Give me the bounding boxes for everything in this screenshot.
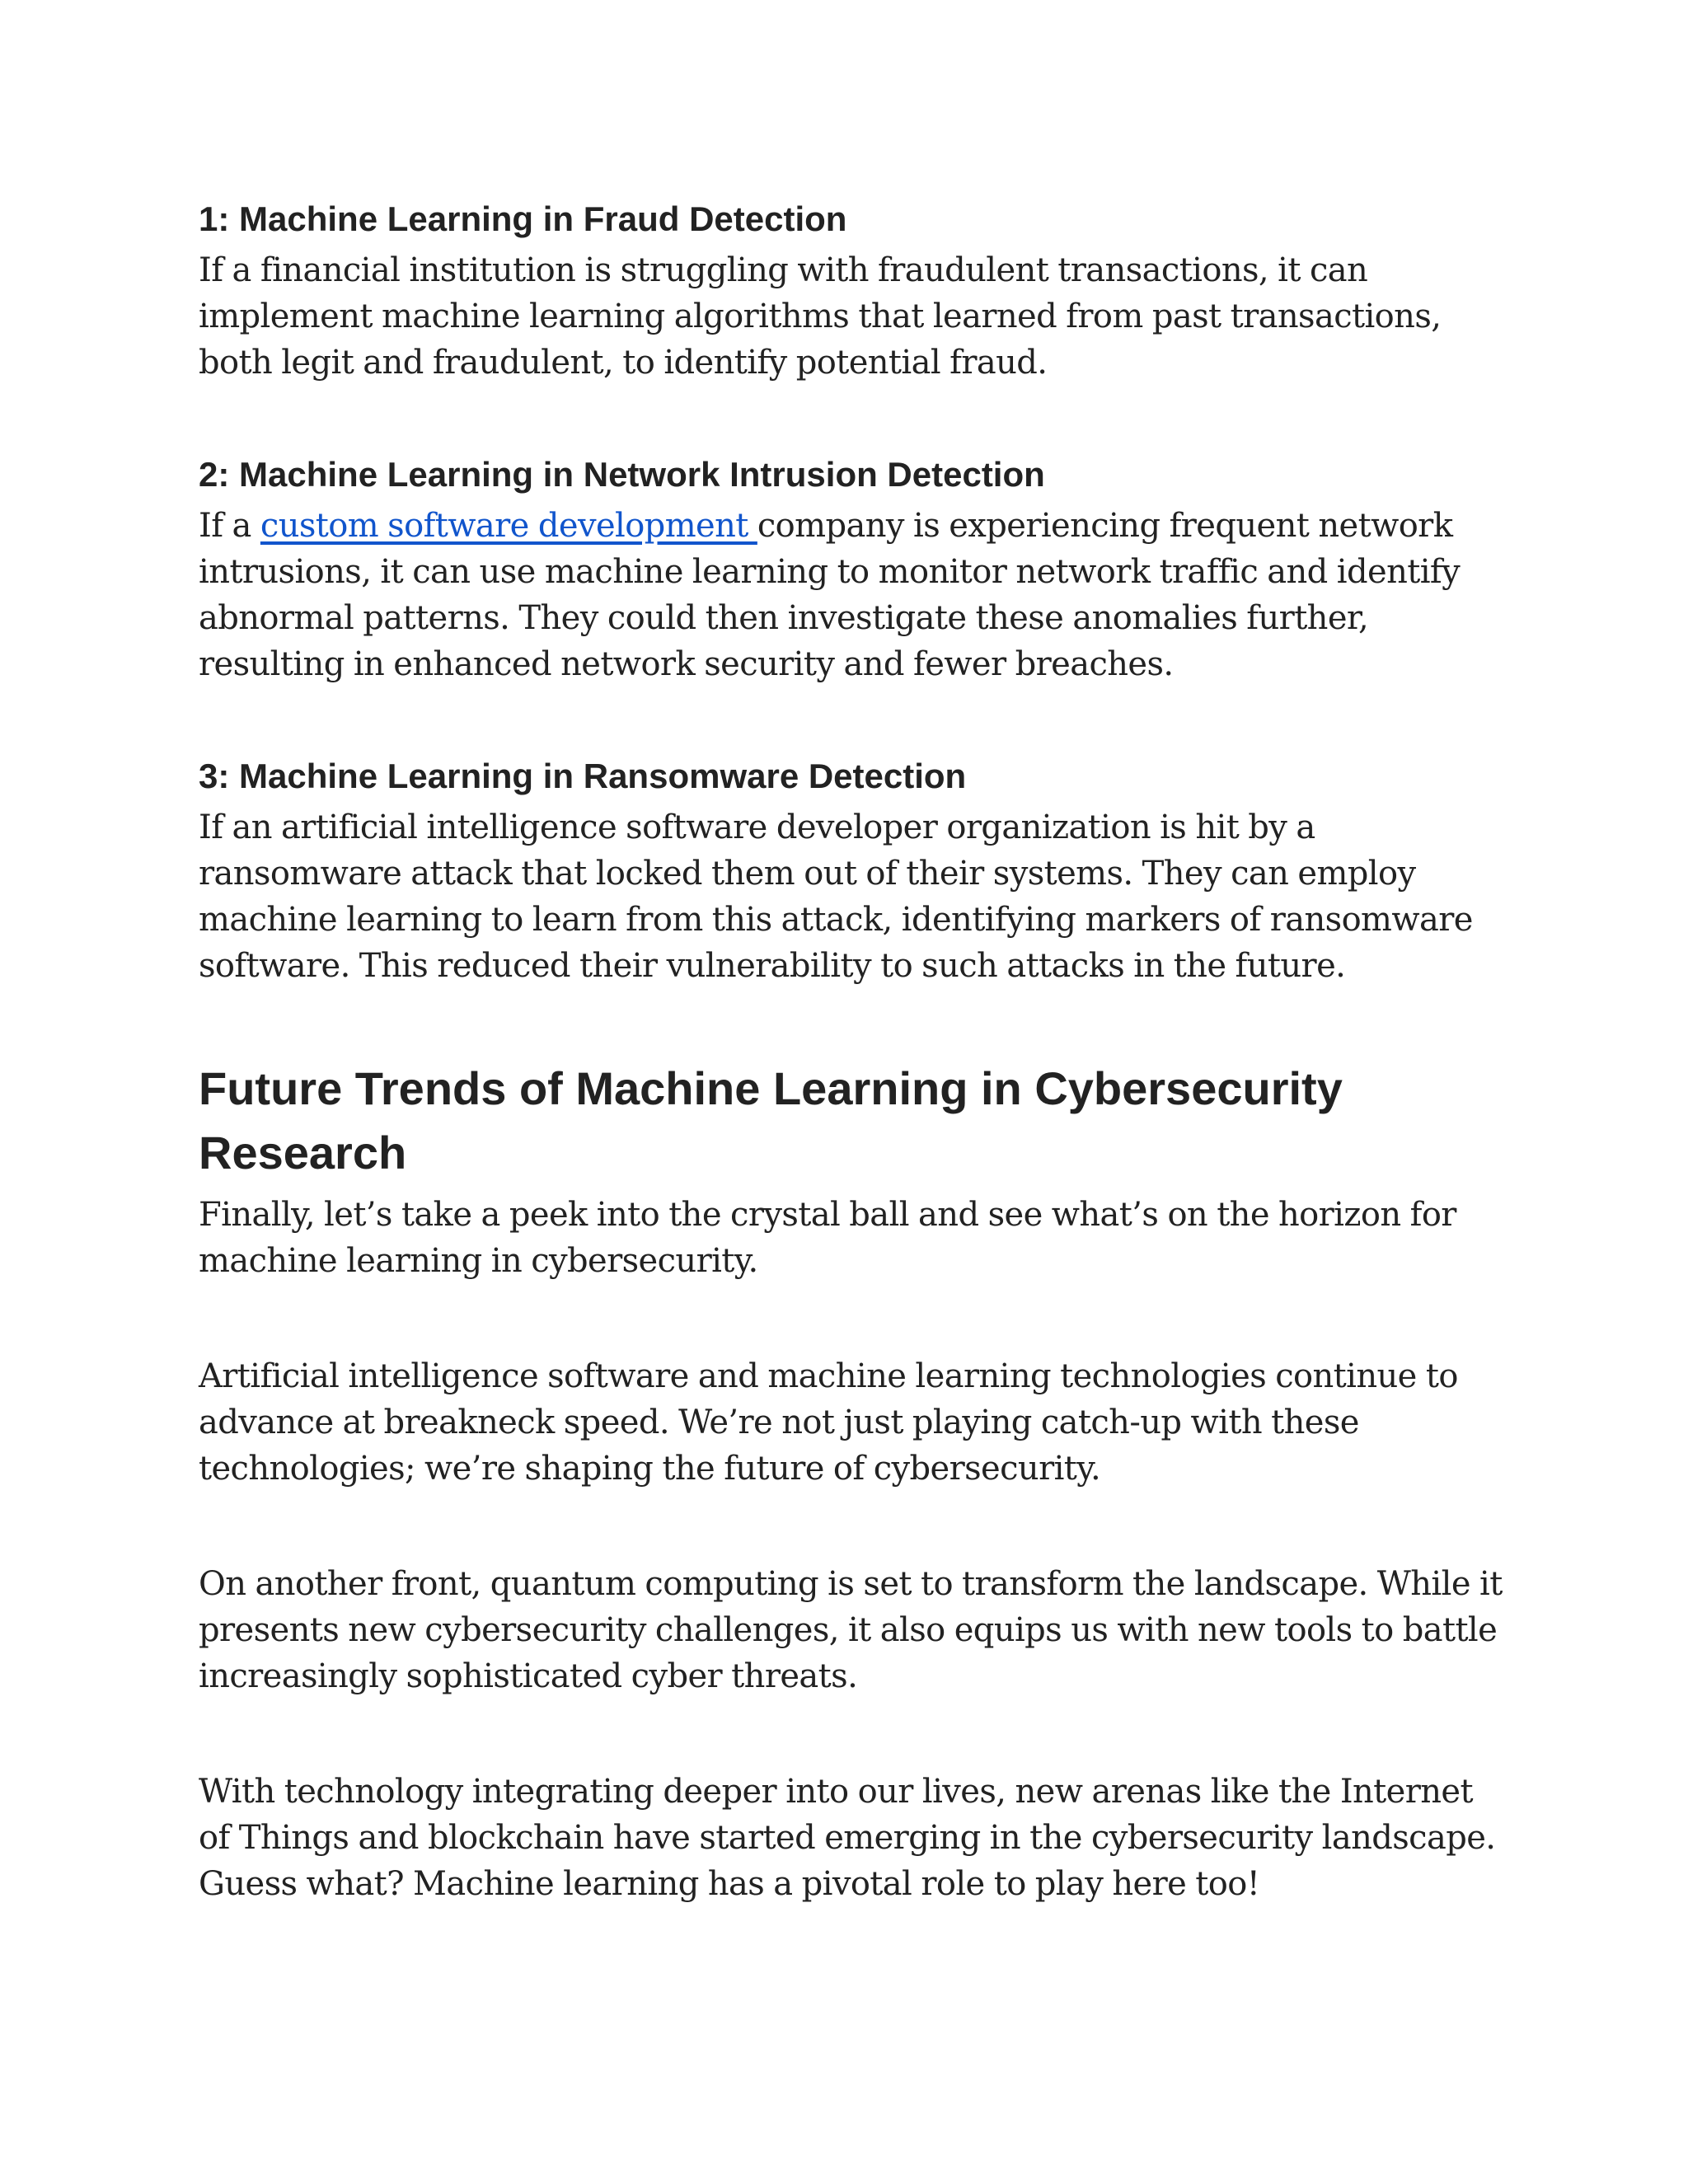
section-3-heading: 3: Machine Learning in Ransomware Detection: [199, 757, 967, 795]
future-paragraph-2: Artificial intelligence software and machine learning technologies continue to advance at breakneck speed. We’re not just playing catch-up with these technologies; we’re shaping the future of cybersecurity.: [199, 1357, 1458, 1488]
future-paragraph-3: On another front, quantum computing is set to transform the landscape. While it presents new cybersecurity challenges, it also equips us with new tools to battle increasingly sophisticated cyber threats.: [199, 1565, 1503, 1695]
future-trends-heading: Future Trends of Machine Learning in Cybersecurity Research: [199, 1062, 1343, 1179]
spacer: [199, 386, 1509, 452]
section-1-body: If a financial institution is struggling with fraudulent transactions, it can implement machine learning algorithms that learned from past transactions, both legit and fraudulent, to identify potential fraud.: [199, 251, 1442, 382]
spacer: [199, 1492, 1509, 1561]
section-3-body: If an artificial intelligence software developer organization is hit by a ransomware attack that locked them out of their systems. They can employ machine learning to learn from this attack, identifying markers of ransomware software. This reduced their vulnerability to such attacks in the future.: [199, 808, 1473, 985]
section-2-heading: 2: Machine Learning in Network Intrusion Detection: [199, 455, 1045, 494]
section-1-heading: 1: Machine Learning in Fraud Detection: [199, 199, 847, 238]
spacer: [199, 687, 1509, 753]
custom-software-development-link[interactable]: custom software development: [260, 507, 757, 545]
document-content: [199, 196, 1509, 1907]
spacer: [199, 1284, 1509, 1353]
future-paragraph-1: Finally, let’s take a peek into the crystal ball and see what’s on the horizon for machine learning in cybersecurity.: [199, 1196, 1456, 1280]
future-paragraph-4: With technology integrating deeper into our lives, new arenas like the Internet of Things and blockchain have started emerging in the cybersecurity landscape. Guess what? Machine learning has a pivotal role to play here too!: [199, 1773, 1496, 1903]
section-2-body: [199, 503, 1509, 687]
spacer: [199, 1699, 1509, 1769]
section-2-body-suffix: company is experiencing frequent network intrusions, it can use machine learning to monitor network traffic and identify abnormal patterns. They could then investigate these anomalies further, resulting in enhanced network security and fewer breaches.: [199, 507, 1461, 683]
spacer: [199, 989, 1509, 1057]
section-2-body-prefix: If a: [199, 507, 260, 545]
